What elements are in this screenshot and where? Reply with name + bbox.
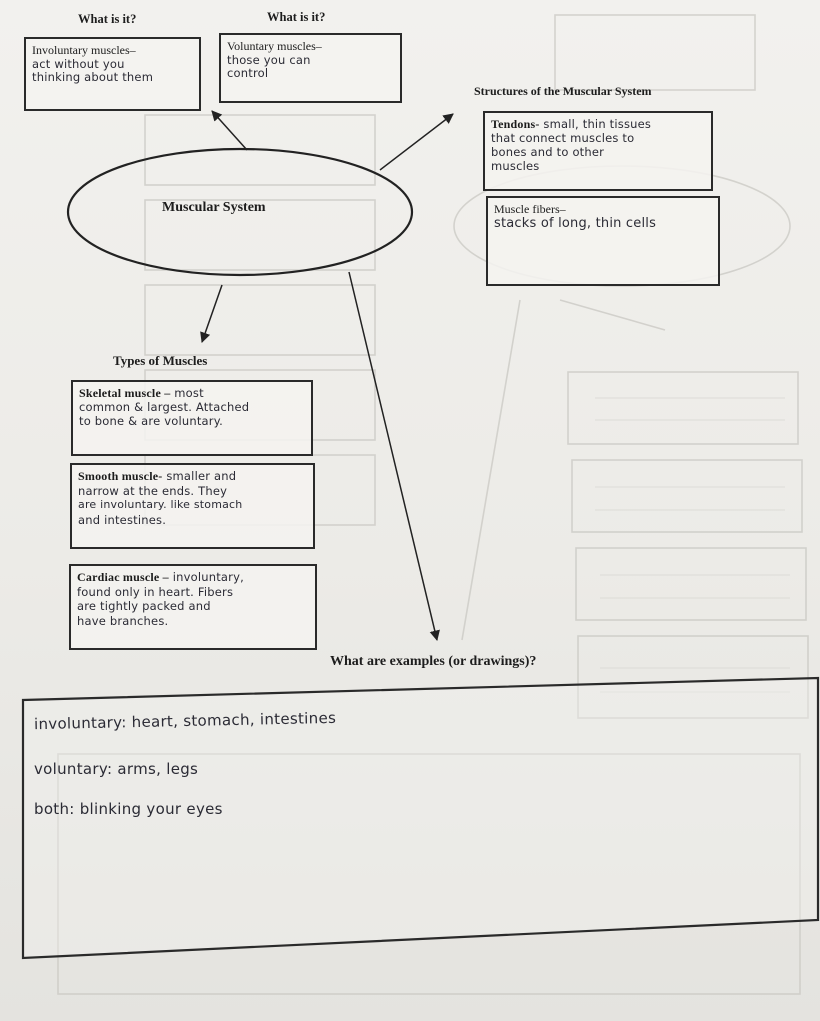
examples-answer-line: voluntary: arms, legs <box>34 760 199 778</box>
smooth-answer-line: and intestines. <box>78 512 167 527</box>
left-what-is-it-heading: What is it? <box>78 12 137 26</box>
muscular-system-label: Muscular System <box>162 200 266 215</box>
tendons-answer-line: small, thin tissues <box>543 117 652 131</box>
cardiac-muscle-box <box>69 564 317 650</box>
skeletal-answer-line: most <box>174 386 204 400</box>
structures-heading: Structures of the Muscular System <box>474 84 652 98</box>
smooth-answer-line: narrow at the ends. They <box>78 483 228 498</box>
muscle-fibers-box <box>486 196 720 286</box>
cardiac-answer-line: found only in heart. Fibers <box>77 584 234 599</box>
involuntary-answer-line: act without you <box>32 57 125 71</box>
involuntary-muscles-box <box>24 37 201 111</box>
arrow-to-structures <box>380 114 453 170</box>
involuntary-muscles-label: Involuntary muscles– <box>32 43 136 57</box>
examples-answer-line: involuntary: heart, stomach, intestines <box>33 708 337 734</box>
tendons-first-line <box>491 117 705 131</box>
skeletal-muscle-box <box>71 380 313 456</box>
cardiac-muscle-label: Cardiac muscle – <box>77 570 169 584</box>
muscle-fibers-label: Muscle fibers– <box>494 202 566 216</box>
skeletal-first-line <box>79 386 305 400</box>
cardiac-answer-line: are tightly packed and <box>77 599 211 613</box>
smooth-answer-line: are involuntary. like stomach <box>78 498 243 511</box>
smooth-muscle-box <box>70 463 315 549</box>
tendons-answer-line: muscles <box>491 159 540 173</box>
cardiac-answer-line: involuntary, <box>172 570 244 584</box>
tendons-answer-line: that connect muscles to <box>491 131 635 145</box>
cardiac-answer-line: have branches. <box>77 613 169 628</box>
skeletal-answer-line: to bone & are voluntary. <box>79 414 223 428</box>
cardiac-first-line <box>77 570 309 585</box>
involuntary-answer-line: thinking about them <box>32 70 154 84</box>
skeletal-muscle-label: Skeletal muscle – <box>79 386 171 400</box>
voluntary-muscles-label: Voluntary muscles– <box>227 39 322 53</box>
right-what-is-it-heading: What is it? <box>267 10 326 24</box>
skeletal-answer-line: common & largest. Attached <box>79 400 250 414</box>
smooth-muscle-label: Smooth muscle- <box>78 469 163 483</box>
types-of-muscles-heading: Types of Muscles <box>113 353 208 368</box>
arrow-to-involuntary <box>212 111 247 150</box>
tendons-box <box>483 111 713 191</box>
tendons-answer-line: bones and to other <box>491 145 605 159</box>
examples-heading: What are examples (or drawings)? <box>330 654 537 669</box>
arrow-to-examples <box>349 272 437 640</box>
tendons-label: Tendons- <box>491 117 540 131</box>
examples-answer-line: both: blinking your eyes <box>34 800 223 818</box>
arrow-to-types <box>202 285 222 342</box>
voluntary-answer-line: control <box>227 66 269 80</box>
muscle-fibers-answer-line: stacks of long, thin cells <box>494 216 657 231</box>
smooth-first-line <box>78 469 307 484</box>
voluntary-muscles-box <box>219 33 402 103</box>
voluntary-answer-line: those you can <box>227 53 311 67</box>
smooth-answer-line: smaller and <box>166 469 237 483</box>
